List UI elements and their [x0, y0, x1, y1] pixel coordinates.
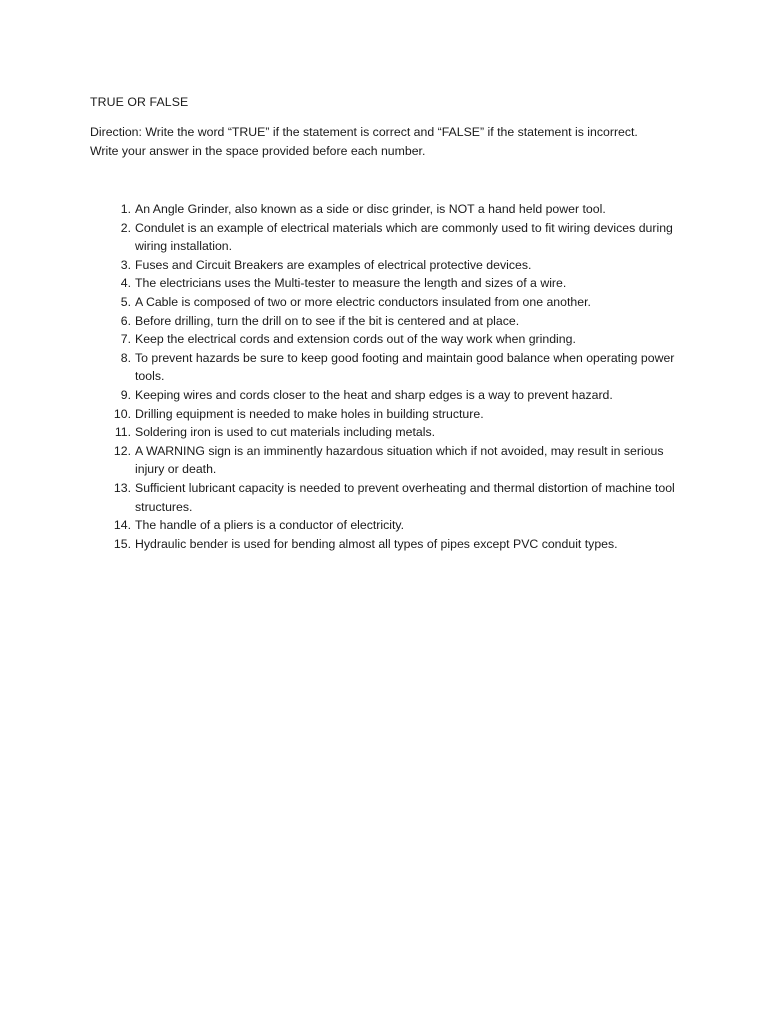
direction-paragraph [90, 123, 700, 160]
question-text: A WARNING sign is an imminently hazardous situation which if not avoided, may result in serious injury or death. [135, 443, 664, 477]
document-heading: TRUE OR FALSE [90, 95, 189, 109]
question-item [111, 200, 691, 219]
question-item [111, 442, 691, 479]
question-text: Condulet is an example of electrical materials which are commonly used to fit wiring devices during wiring installation. [135, 220, 673, 254]
question-item [111, 423, 691, 442]
question-text: Hydraulic bender is used for bending almost all types of pipes except PVC conduit types. [135, 536, 618, 551]
question-number: 5. [120, 294, 131, 309]
question-number: 6. [120, 313, 131, 328]
question-item [111, 516, 691, 535]
question-number: 4. [120, 276, 131, 291]
question-text: An Angle Grinder, also known as a side or disc grinder, is NOT a hand held power tool. [135, 202, 606, 216]
direction-line-1: Direction: Write the word “TRUE” if the statement is correct and “FALSE” if the statement is incorrect. [90, 125, 638, 139]
direction-line-2: Write your answer in the space provided before each number. [90, 143, 426, 158]
question-item [111, 535, 691, 554]
question-item [111, 293, 691, 312]
question-item [111, 256, 691, 275]
question-item [111, 479, 691, 516]
question-text: The handle of a pliers is a conductor of electricity. [135, 518, 405, 533]
question-text: The electricians uses the Multi-tester to measure the length and sizes of a wire. [135, 276, 567, 291]
question-number: 14. [113, 518, 131, 533]
question-list [111, 200, 691, 553]
question-text: Soldering iron is used to cut materials including metals. [135, 425, 436, 440]
question-number: 2. [120, 220, 131, 235]
question-number: 12. [113, 443, 131, 458]
question-number: 11. [114, 425, 131, 440]
question-item [111, 219, 691, 256]
question-text: Fuses and Circuit Breakers are examples of electrical protective devices. [135, 257, 532, 272]
question-item [111, 330, 691, 349]
question-item [111, 349, 691, 386]
question-number: 3. [120, 257, 131, 272]
question-text: Sufficient lubricant capacity is needed to prevent overheating and thermal distortion of machine tool structures. [135, 480, 675, 514]
question-number: 1. [120, 202, 131, 216]
question-item [111, 312, 691, 331]
question-text: Keep the electrical cords and extension cords out of the way work when grinding. [135, 332, 576, 347]
question-text: Drilling equipment is needed to make holes in building structure. [135, 406, 484, 421]
question-number: 9. [120, 387, 131, 402]
question-number: 15. [113, 536, 131, 551]
question-number: 7. [120, 332, 131, 347]
question-number: 13. [113, 480, 131, 495]
question-text: A Cable is composed of two or more electric conductors insulated from one another. [135, 294, 591, 309]
question-number: 10. [113, 406, 131, 421]
question-item [111, 405, 691, 424]
question-text: To prevent hazards be sure to keep good footing and maintain good balance when operating power tools. [135, 350, 675, 384]
question-number: 8. [120, 350, 131, 365]
question-item [111, 274, 691, 293]
question-text: Before drilling, turn the drill on to see if the bit is centered and at place. [135, 313, 520, 328]
question-text: Keeping wires and cords closer to the heat and sharp edges is a way to prevent hazard. [135, 387, 613, 402]
question-item [111, 386, 691, 405]
